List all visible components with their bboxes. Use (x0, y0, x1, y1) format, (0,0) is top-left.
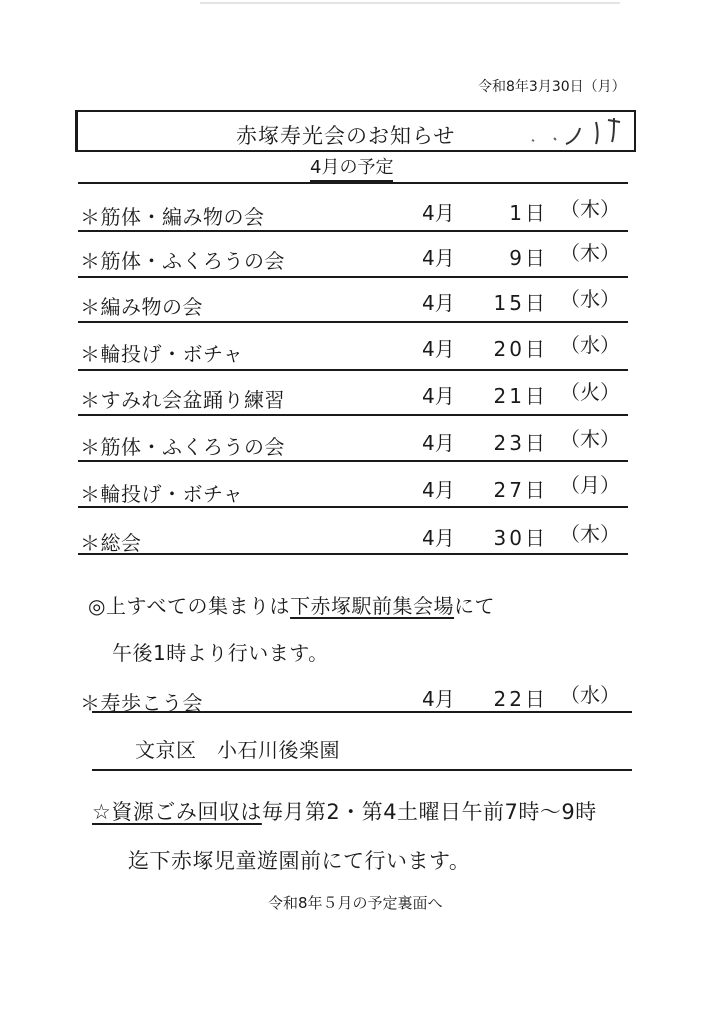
recycling-note (92, 796, 597, 826)
schedule-weekday: （木） (560, 522, 620, 546)
walk-weekday: （水） (560, 683, 620, 707)
schedule-weekday: （木） (560, 197, 620, 221)
schedule-weekday: （木） (560, 427, 620, 451)
table-rule (78, 321, 628, 323)
venue-note-prefix: ◎上すべての集まりは (88, 594, 291, 618)
venue-place: 下赤塚駅前集会場 (290, 594, 455, 618)
schedule-day: 20日 (493, 337, 548, 361)
schedule-event-name: ＊すみれ会盆踊り練習 (80, 388, 285, 412)
handwritten-scribble (510, 110, 630, 150)
table-rule (92, 769, 632, 771)
schedule-month: 4月 (422, 526, 455, 550)
schedule-event-name: ＊筋体・ふくろうの会 (80, 435, 285, 459)
table-rule (78, 369, 628, 371)
walk-day: 22日 (493, 687, 548, 711)
notice-date: 令和8年3月30日（月） (478, 79, 626, 95)
table-rule (78, 553, 628, 555)
schedule-day: 1日 (509, 201, 548, 225)
walk-event-name: ＊寿歩こう会 (80, 691, 203, 715)
schedule-subtitle: 4月の予定 (310, 156, 393, 182)
table-rule (78, 460, 628, 462)
table-rule (92, 711, 632, 713)
schedule-weekday: （水） (560, 287, 620, 311)
walk-location: 文京区 小石川後楽園 (135, 738, 340, 762)
scan-edge-mark (200, 2, 620, 4)
schedule-event-name: ＊輪投げ・ボチャ (80, 482, 244, 506)
schedule-weekday: （火） (560, 380, 620, 404)
schedule-month: 4月 (422, 384, 455, 408)
schedule-month: 4月 (422, 201, 455, 225)
table-rule (78, 414, 628, 416)
schedule-event-name: ＊筋体・編み物の会 (80, 205, 265, 229)
schedule-day: 15日 (493, 291, 548, 315)
schedule-month: 4月 (422, 337, 455, 361)
schedule-day: 23日 (493, 431, 548, 455)
table-rule (78, 230, 628, 232)
schedule-event-name: ＊輪投げ・ボチャ (80, 342, 244, 366)
next-month-note: 令和8年５月の予定裏面へ (268, 894, 443, 912)
schedule-weekday: （水） (560, 333, 620, 357)
venue-time-note: 午後1時より行います。 (112, 641, 329, 665)
venue-note-suffix: にて (454, 594, 496, 618)
schedule-month: 4月 (422, 478, 455, 502)
schedule-weekday: （月） (560, 473, 620, 497)
table-rule (78, 506, 628, 508)
notice-title: 赤塚寿光会のお知らせ (236, 124, 456, 148)
schedule-day: 9日 (509, 246, 548, 270)
schedule-event-name: ＊総会 (80, 531, 142, 555)
schedule-day: 27日 (493, 478, 548, 502)
table-rule (78, 276, 628, 278)
schedule-weekday: （木） (560, 241, 620, 265)
schedule-day: 21日 (493, 384, 548, 408)
venue-note (88, 590, 495, 619)
table-rule (78, 182, 628, 184)
schedule-event-name: ＊編み物の会 (80, 295, 203, 319)
walk-month: 4月 (422, 687, 455, 711)
schedule-month: 4月 (422, 246, 455, 270)
schedule-day: 30日 (493, 526, 548, 550)
schedule-month: 4月 (422, 291, 455, 315)
schedule-event-name: ＊筋体・ふくろうの会 (80, 249, 285, 273)
recycling-label: ☆資源ごみ回収は (92, 800, 262, 824)
recycling-location: 迄下赤塚児童遊園前にて行います。 (128, 849, 471, 873)
recycling-schedule: 毎月第2・第4土曜日午前7時～9時 (261, 800, 597, 824)
schedule-month: 4月 (422, 431, 455, 455)
